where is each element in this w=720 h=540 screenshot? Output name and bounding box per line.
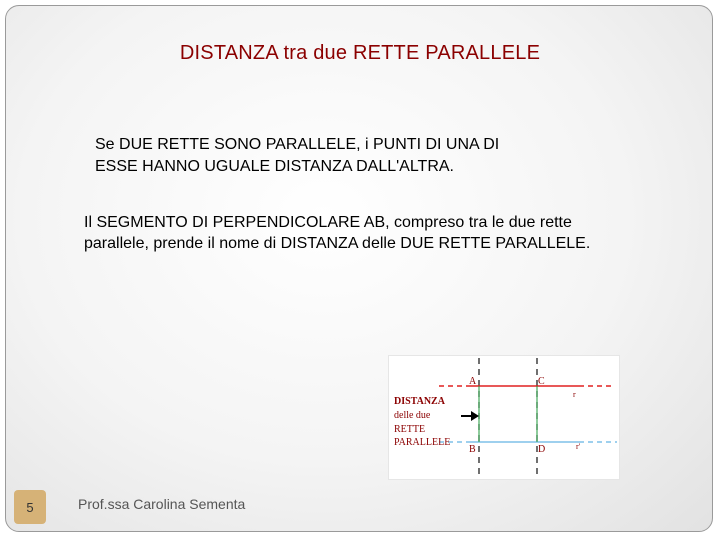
paragraph-distance-definition [84, 212, 624, 254]
diagram-label-line3: RETTE [394, 424, 426, 435]
diagram-label-line1: DISTANZA [394, 396, 445, 407]
parallel-lines-diagram [388, 355, 620, 480]
p2-text-3: . [585, 235, 591, 252]
arrow-head [471, 411, 479, 421]
point-c-label: C [538, 376, 545, 387]
p2-text-2: , compreso tra le due rette parallele, prende il nome di [84, 214, 572, 252]
p2-text-1: Il [84, 214, 97, 231]
diagram-svg [389, 356, 621, 481]
diagram-label-line4: PARALLELE [394, 437, 451, 448]
paragraph-parallel-lines: Se DUE RETTE SONO PARALLELE, i PUNTI DI UNA DI ESSE HANNO UGUALE DISTANZA DALL'ALTRA. [95, 136, 500, 175]
footer-author: Prof.ssa Carolina Sementa [78, 496, 246, 512]
slide-title: DISTANZA tra due RETTE PARALLELE [179, 42, 541, 64]
p2-bold-2: DISTANZA delle DUE RETTE PARALLELE [280, 235, 586, 252]
slide-number-badge: 5 [14, 490, 46, 524]
line-r-label: r [573, 390, 576, 399]
point-d-label: D [538, 444, 546, 455]
line-r2-label: r' [576, 442, 581, 451]
p2-bold-1: SEGMENTO DI PERPENDICOLARE AB [96, 214, 386, 231]
point-b-label: B [469, 444, 476, 455]
diagram-label-line2: delle due [394, 410, 431, 421]
point-a-label: A [469, 376, 477, 387]
